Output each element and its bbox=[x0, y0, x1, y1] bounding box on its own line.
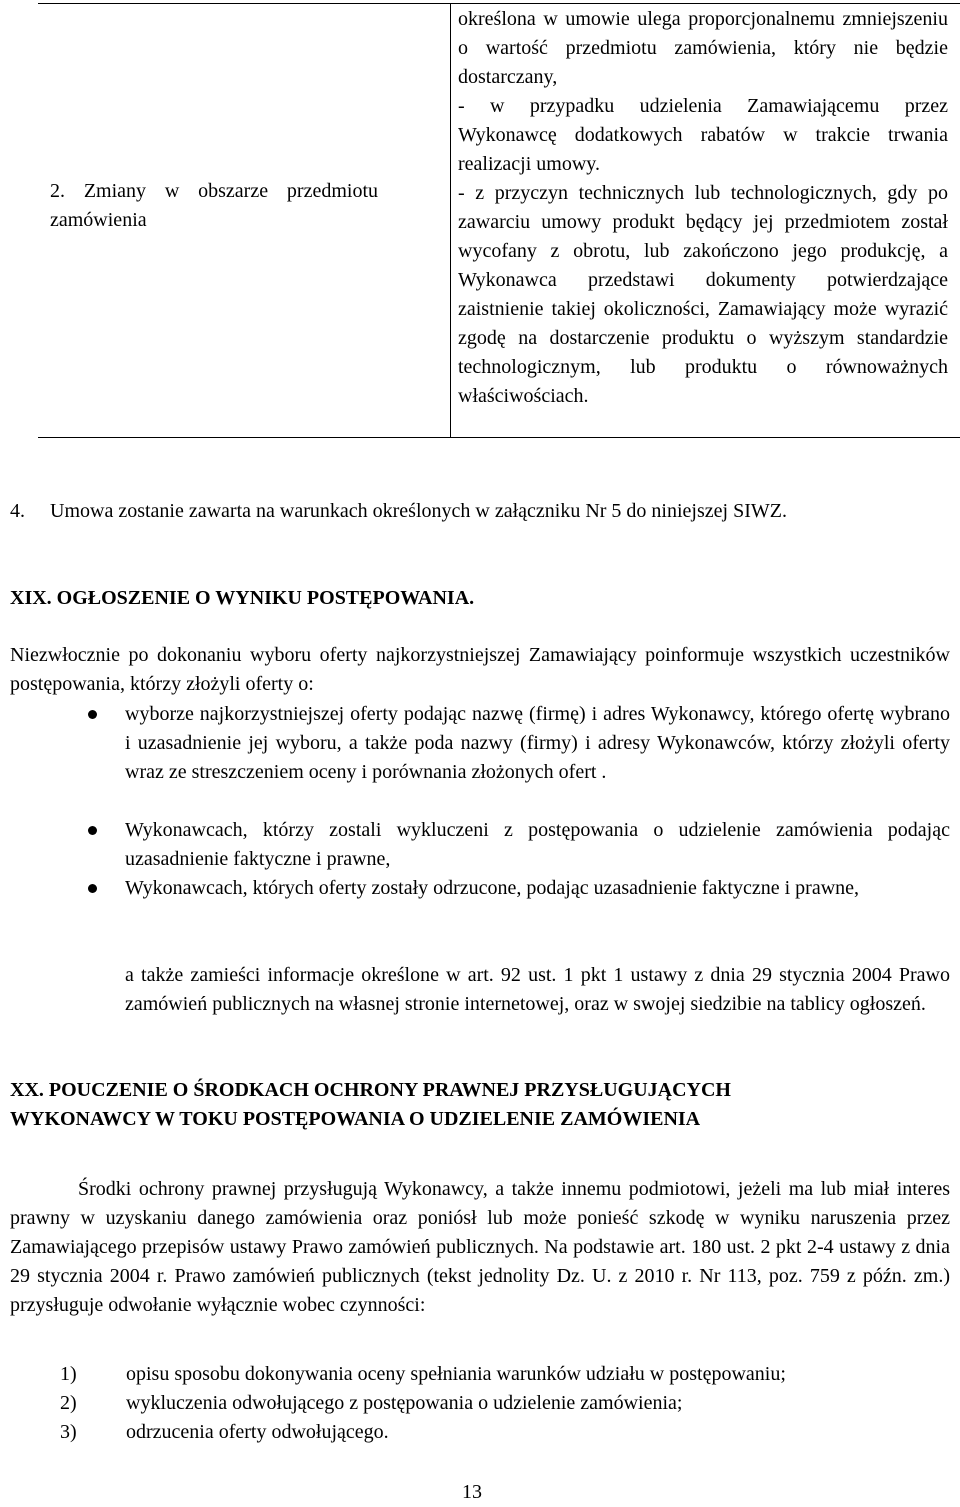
section-xix-intro: Niezwłocznie po dokonaniu wyboru oferty najkorzystniejszej Zamawiający poinformuje wszystkich uczestników postępowania, którzy złożyli oferty o: bbox=[10, 644, 950, 695]
list-item-text: odrzucenia oferty odwołującego. bbox=[126, 1421, 389, 1443]
page-number: 13 bbox=[462, 1481, 482, 1503]
bullet-point bbox=[88, 710, 97, 719]
table-row-label: 2. Zmiany w obszarze przedmiotu zamówienia bbox=[50, 180, 378, 231]
section-xx-heading-line2: WYKONAWCY W TOKU POSTĘPOWANIA O UDZIELENIE ZAMÓWIENIA bbox=[10, 1108, 701, 1130]
list-item-number: 1) bbox=[60, 1363, 77, 1385]
point-4-text: Umowa zostanie zawarta na warunkach określonych w załączniku Nr 5 do niniejszej SIWZ. bbox=[50, 500, 787, 522]
section-xix-bullet-1: wyborze najkorzystniejszej oferty podając nazwę (firmę) i adres Wykonawcy, którego ofertę wybrano i uzasadnienie jej wyboru, a także poda nazwy (firmy) i adresy Wykonawców, którzy złożyli oferty wraz ze streszczeniem oceny i porównania złożonych ofert . bbox=[125, 703, 950, 783]
bullet-point bbox=[88, 826, 97, 835]
section-xx-paragraph: Środki ochrony prawnej przysługują Wykonawcy, a także innemu podmiotowi, jeżeli ma lub miał interes prawny w uzyskaniu danego zamówienia oraz poniósł lub może ponieść szkodę w wyniku naruszenia przez Zamawiającego przepisów ustawy Prawo zamówień publicznych. Na podstawie art. 180 ust. 2 pkt 2-4 ustawy z dnia 29 stycznia 2004 r. Prawo zamówień publicznych (tekst jednolity Dz. U. z 2010 r. Nr 113, poz. 759 z późn. zm.) przysługuje odwołanie wyłącznie wobec czynności: bbox=[10, 1178, 950, 1316]
point-4-number: 4. bbox=[10, 500, 25, 522]
section-xx-heading-line1: XX. POUCZENIE O ŚRODKACH OCHRONY PRAWNEJ PRZYSŁUGUJĄCYCH bbox=[10, 1079, 731, 1101]
section-xix-closing: a także zamieści informacje określone w art. 92 ust. 1 pkt 1 ustawy z dnia 29 stycznia 2004 Prawo zamówień publicznych na własnej stronie internetowej, oraz w swojej siedzibie na tablicy ogłoszeń. bbox=[125, 964, 950, 1015]
bullet-point bbox=[88, 884, 97, 893]
section-xix-heading: XIX. OGŁOSZENIE O WYNIKU POSTĘPOWANIA. bbox=[10, 587, 475, 609]
table-cell-text-1: określona w umowie ulega proporcjonalnemu zmniejszeniu o wartość przedmiotu zamówienia, który nie będzie dostarczany, bbox=[458, 8, 948, 88]
table-column-divider bbox=[450, 3, 451, 437]
table-cell-text-2: - w przypadku udzielenia Zamawiającemu przez Wykonawcę dodatkowych rabatów w trakcie trwania realizacji umowy. bbox=[458, 95, 948, 175]
list-item-text: opisu sposobu dokonywania oceny spełniania warunków udziału w postępowaniu; bbox=[126, 1363, 786, 1385]
section-xix-bullet-2: Wykonawcach, którzy zostali wykluczeni z postępowania o udzielenie zamówienia podając uzasadnienie faktyczne i prawne, bbox=[125, 819, 950, 870]
table-top-border bbox=[38, 3, 960, 4]
section-xix-bullet-3: Wykonawcach, których oferty zostały odrzucone, podając uzasadnienie faktyczne i prawne, bbox=[125, 877, 860, 899]
table-bottom-border bbox=[38, 437, 960, 438]
list-item-number: 3) bbox=[60, 1421, 77, 1443]
list-item-number: 2) bbox=[60, 1392, 77, 1414]
list-item-text: wykluczenia odwołującego z postępowania o udzielenie zamówienia; bbox=[126, 1392, 683, 1414]
table-cell-text-3: - z przyczyn technicznych lub technologicznych, gdy po zawarciu umowy produkt będący jej przedmiotem został wycofany z obrotu, lub zakończono jego produkcję, a Wykonawca przedstawi dokumenty potwierdzające zaistnienie takiej okoliczności, Zamawiający może wyrazić zgodę na dostarczenie produktu o wyższym standardzie technologicznym, lub produktu o równoważnych właściwościach. bbox=[458, 182, 948, 407]
